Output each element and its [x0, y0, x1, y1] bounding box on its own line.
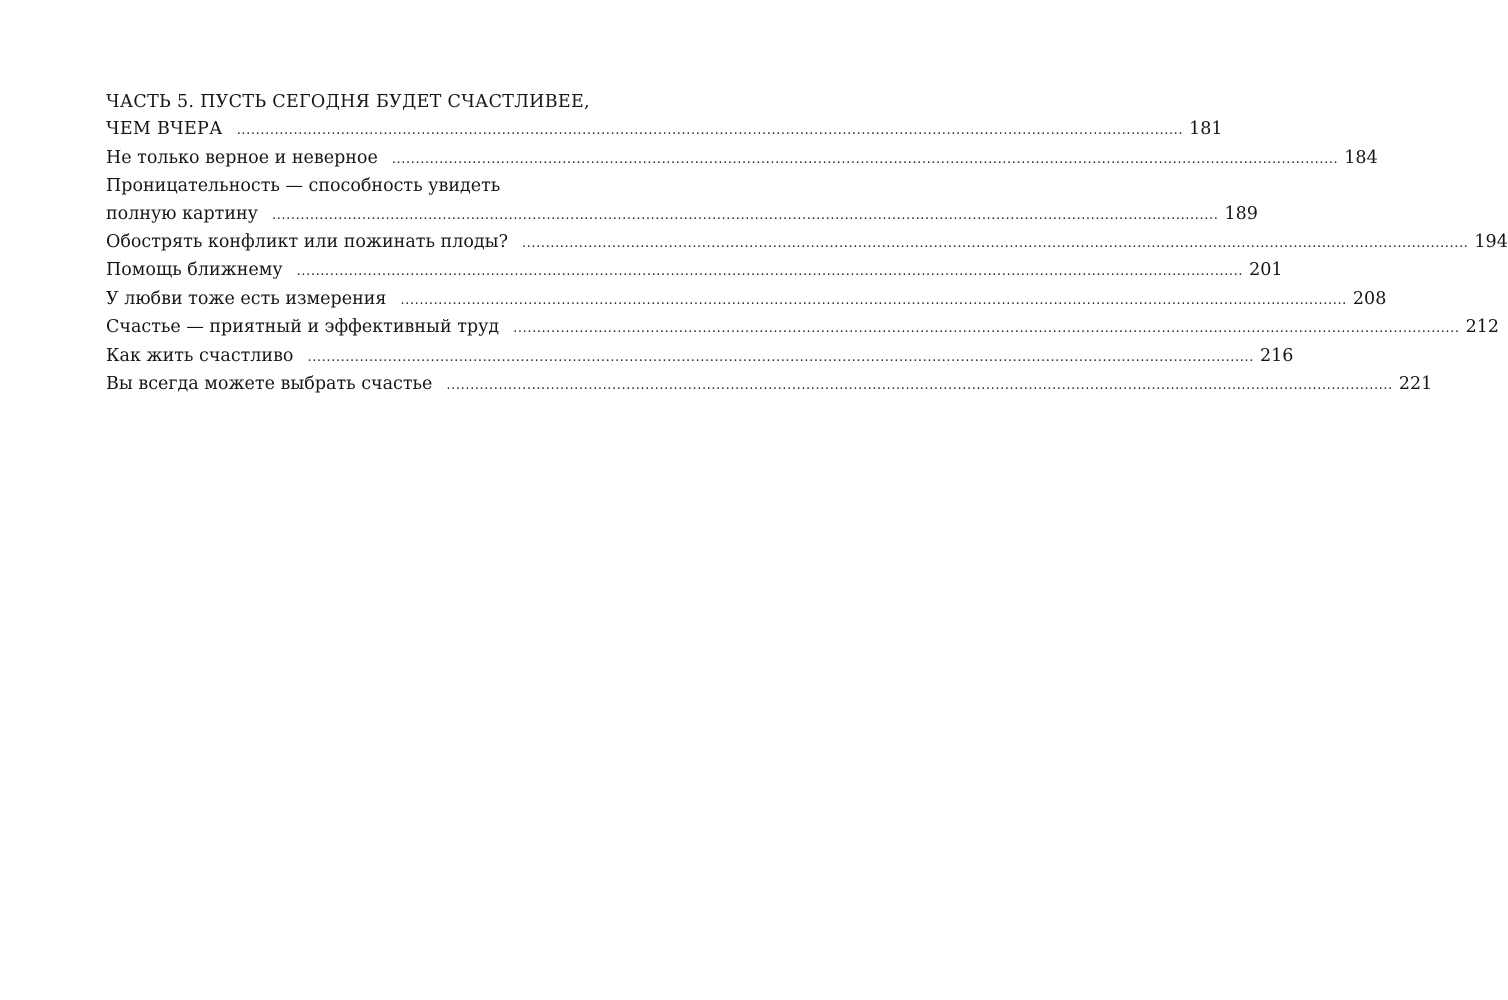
- entry-title: полную картину: [106, 203, 258, 224]
- entry-title: Как жить счастливо: [106, 345, 294, 366]
- page-number: 194: [1474, 232, 1508, 253]
- toc-entry-part[interactable]: [106, 116, 1223, 144]
- toc-entry[interactable]: [106, 371, 1433, 399]
- toc-entry[interactable]: [106, 343, 1294, 371]
- page-number: 181: [1189, 119, 1223, 140]
- dot-leader: ........................................................................................................................................................................................................: [236, 123, 1184, 139]
- page-number: 208: [1352, 288, 1387, 309]
- dot-leader: ........................................................................................................................................................................................................: [271, 207, 1219, 223]
- toc-entry[interactable]: [106, 286, 1387, 314]
- dot-leader: ........................................................................................................................................................................................................: [296, 264, 1244, 280]
- entry-title: У любви тоже есть измерения: [106, 288, 387, 309]
- toc-entry[interactable]: [106, 314, 1500, 342]
- part-title-continued: ЧЕМ ВЧЕРА: [106, 119, 223, 140]
- toc-entry-title-line: Проницательность — способность увидеть: [106, 176, 501, 197]
- toc-entry[interactable]: [106, 257, 1283, 285]
- page-number: 189: [1224, 203, 1258, 224]
- page-number: 216: [1259, 345, 1294, 366]
- dot-leader: ........................................................................................................................................................................................................: [521, 236, 1469, 252]
- part-title: ЧАСТЬ 5. ПУСТЬ СЕГОДНЯ БУДЕТ СЧАСТЛИВЕЕ,: [106, 92, 590, 112]
- page-number: 201: [1249, 260, 1283, 281]
- toc-entry[interactable]: [106, 229, 1508, 257]
- entry-title: Счастье — приятный и эффективный труд: [106, 317, 500, 338]
- dot-leader: ........................................................................................................................................................................................................: [446, 378, 1393, 394]
- dot-leader: ........................................................................................................................................................................................................: [400, 292, 1347, 308]
- page-number: 212: [1465, 317, 1500, 338]
- dot-leader: ........................................................................................................................................................................................................: [513, 321, 1460, 337]
- entry-title: Помощь ближнему: [106, 260, 283, 281]
- page-number: 184: [1344, 147, 1378, 168]
- table-of-contents: [106, 89, 1508, 399]
- entry-title: Обострять конфликт или пожинать плоды?: [106, 232, 508, 253]
- dot-leader: ........................................................................................................................................................................................................: [391, 151, 1339, 167]
- toc-entry[interactable]: [106, 201, 1258, 229]
- entry-title: Не только верное и неверное: [106, 147, 378, 168]
- toc-entry[interactable]: [106, 145, 1378, 173]
- page-number: 221: [1398, 374, 1433, 395]
- dot-leader: ........................................................................................................................................................................................................: [307, 349, 1254, 365]
- entry-title: Вы всегда можете выбрать счастье: [106, 374, 433, 395]
